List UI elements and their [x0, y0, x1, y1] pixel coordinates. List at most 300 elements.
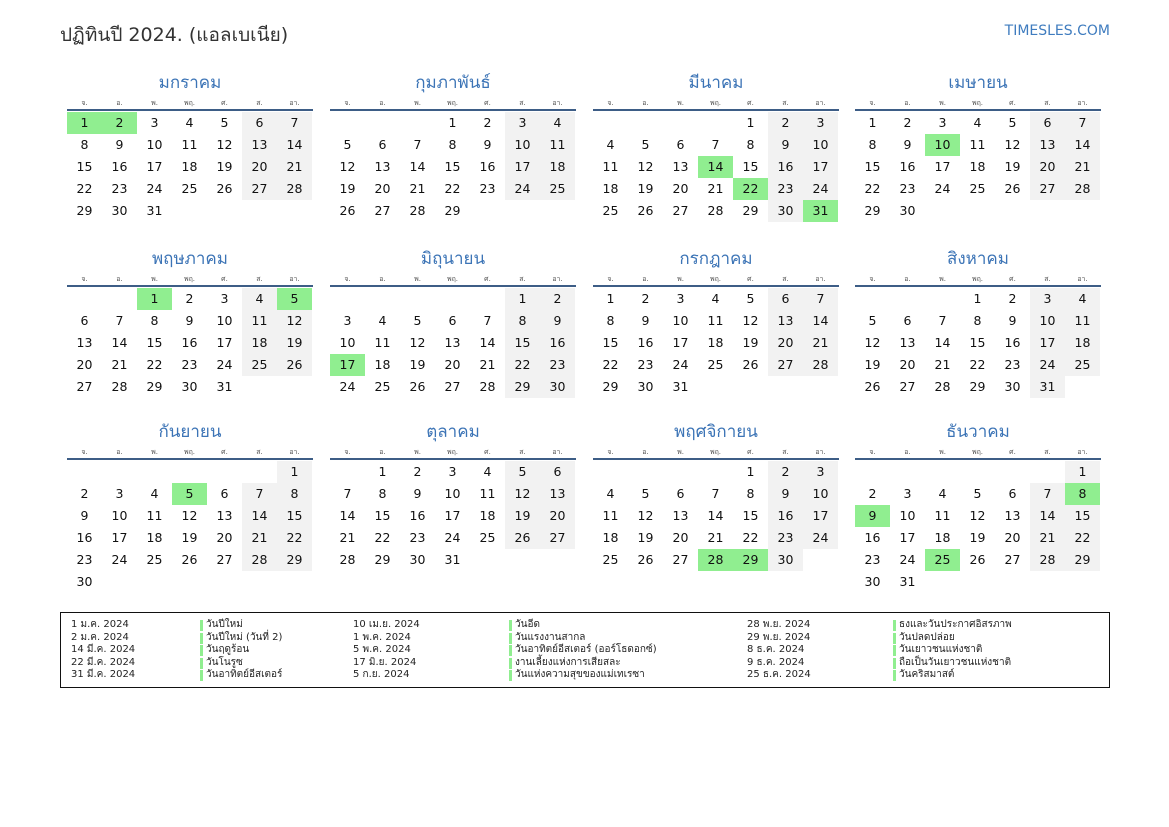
holiday-name: วันปีใหม่	[200, 619, 243, 632]
weekend-day-cell: 6	[768, 288, 803, 310]
day-grid	[330, 461, 576, 571]
weekend-day-cell: 11	[242, 310, 277, 332]
weekend-day-cell: 15	[1065, 505, 1100, 527]
day-cell: 26	[1004, 181, 1021, 196]
day-cell: 26	[969, 552, 986, 567]
month-block	[330, 248, 576, 398]
weekday-label: อา.	[815, 275, 826, 283]
day-cell: 30	[637, 379, 654, 394]
weekend-day-cell: 20	[768, 332, 803, 354]
weekday-label: ศ.	[484, 99, 491, 107]
day-cell: 19	[637, 181, 654, 196]
day-grid	[593, 461, 839, 571]
weekday-label: พ.	[677, 99, 684, 107]
weekday-label: พฤ.	[446, 99, 459, 107]
day-cell: 15	[444, 159, 461, 174]
weekend-day-cell: 13	[768, 310, 803, 332]
weekday-label: พ.	[414, 99, 421, 107]
weekend-day-cell: 17	[1030, 332, 1065, 354]
day-cell: 13	[672, 159, 689, 174]
day-cell: 21	[707, 181, 724, 196]
weekday-label: จ.	[344, 275, 351, 283]
weekday-label: ส.	[1044, 275, 1051, 283]
day-cell: 4	[483, 464, 492, 479]
weekend-day-cell: 18	[242, 332, 277, 354]
day-cell: 16	[637, 335, 654, 350]
holiday-date: 9 ธ.ค. 2024	[747, 656, 805, 668]
weekday-label: ส.	[519, 275, 526, 283]
month-name: ธันวาคม	[946, 422, 1010, 442]
day-cell: 19	[181, 530, 198, 545]
weekend-day-cell: 1	[505, 288, 540, 310]
day-cell: 29	[742, 203, 759, 218]
holiday-day-cell: 22	[733, 178, 768, 200]
day-cell: 19	[1004, 159, 1021, 174]
empty-cell	[628, 461, 663, 483]
weekend-day-cell: 3	[1030, 288, 1065, 310]
day-cell: 3	[903, 486, 912, 501]
day-cell: 6	[378, 137, 387, 152]
day-cell: 21	[934, 357, 951, 372]
weekend-day-cell: 21	[242, 527, 277, 549]
weekday-label: ส.	[519, 99, 526, 107]
weekend-day-cell: 7	[803, 288, 838, 310]
weekday-label: อ.	[642, 448, 649, 456]
weekday-label: ศ.	[747, 448, 754, 456]
day-cell: 26	[339, 203, 356, 218]
weekday-header	[330, 271, 576, 287]
weekday-label: จ.	[81, 275, 88, 283]
holiday-day-cell: 17	[330, 354, 365, 376]
day-grid	[855, 461, 1101, 593]
day-cell: 18	[479, 508, 496, 523]
day-cell: 17	[216, 335, 233, 350]
holiday-date: 2 ม.ค. 2024	[71, 631, 129, 643]
day-cell: 2	[903, 115, 912, 130]
empty-cell	[435, 288, 470, 310]
weekend-day-cell: 10	[1030, 310, 1065, 332]
holiday-day-cell: 1	[137, 288, 172, 310]
day-cell: 27	[672, 552, 689, 567]
site-link[interactable]: TIMESLES.COM	[1004, 23, 1110, 39]
day-cell: 4	[606, 137, 615, 152]
day-cell: 9	[903, 137, 912, 152]
day-cell: 11	[479, 486, 496, 501]
holiday-date: 28 พ.ย. 2024	[747, 619, 811, 630]
day-cell: 22	[864, 181, 881, 196]
day-cell: 29	[969, 379, 986, 394]
day-cell: 27	[444, 379, 461, 394]
weekend-day-cell: 28	[1030, 549, 1065, 571]
weekday-label: ศ.	[1009, 275, 1016, 283]
day-cell: 15	[374, 508, 391, 523]
weekday-label: พฤ.	[446, 448, 459, 456]
day-cell: 2	[1008, 291, 1017, 306]
weekend-day-cell: 15	[277, 505, 312, 527]
day-cell: 24	[216, 357, 233, 372]
day-cell: 6	[1008, 486, 1017, 501]
day-cell: 11	[181, 137, 198, 152]
day-cell: 24	[146, 181, 163, 196]
day-cell: 6	[676, 486, 685, 501]
day-cell: 14	[934, 335, 951, 350]
day-cell: 1	[606, 291, 615, 306]
weekday-label: พ.	[677, 275, 684, 283]
month-block	[67, 72, 313, 222]
day-cell: 20	[76, 357, 93, 372]
day-cell: 21	[339, 530, 356, 545]
empty-cell	[400, 112, 435, 134]
day-cell: 3	[676, 291, 685, 306]
weekend-day-cell: 26	[277, 354, 312, 376]
day-cell: 26	[637, 552, 654, 567]
empty-cell	[67, 288, 102, 310]
day-cell: 9	[413, 486, 422, 501]
weekday-label: พฤ.	[971, 99, 984, 107]
weekend-day-cell: 14	[277, 134, 312, 156]
day-grid	[330, 112, 576, 222]
day-cell: 3	[115, 486, 124, 501]
empty-cell	[470, 288, 505, 310]
holiday-date: 10 เม.ย. 2024	[353, 619, 420, 630]
holiday-name: วันอาทิตย์อีสเตอร์	[200, 669, 282, 682]
weekend-day-cell: 8	[277, 483, 312, 505]
day-cell: 18	[969, 159, 986, 174]
month-name: มกราคม	[158, 73, 222, 93]
months-container	[67, 72, 1102, 612]
day-cell: 18	[146, 530, 163, 545]
day-cell: 5	[413, 313, 422, 328]
weekday-label: พฤ.	[971, 275, 984, 283]
day-cell: 19	[409, 357, 426, 372]
weekend-day-cell: 13	[540, 483, 575, 505]
day-cell: 19	[339, 181, 356, 196]
holiday-day-cell: 25	[925, 549, 960, 571]
empty-cell	[365, 288, 400, 310]
day-cell: 18	[602, 181, 619, 196]
weekend-day-cell: 11	[1065, 310, 1100, 332]
holiday-name: วันแห่งความสุขของแม่เทเรซา	[509, 669, 645, 682]
weekend-day-cell: 28	[1065, 178, 1100, 200]
empty-cell	[925, 288, 960, 310]
day-cell: 25	[181, 181, 198, 196]
weekday-label: จ.	[607, 99, 614, 107]
holiday-legend	[60, 612, 1110, 688]
day-cell: 9	[80, 508, 89, 523]
day-cell: 14	[479, 335, 496, 350]
weekend-day-cell: 23	[768, 527, 803, 549]
weekday-header	[593, 271, 839, 287]
weekend-day-cell: 13	[242, 134, 277, 156]
day-cell: 5	[1008, 115, 1017, 130]
weekend-day-cell: 17	[803, 505, 838, 527]
weekday-label: อา.	[815, 448, 826, 456]
day-cell: 25	[479, 530, 496, 545]
empty-cell	[400, 288, 435, 310]
weekend-day-cell: 16	[768, 156, 803, 178]
day-cell: 4	[185, 115, 194, 130]
day-cell: 23	[637, 357, 654, 372]
day-cell: 30	[1004, 379, 1021, 394]
weekday-label: พฤ.	[183, 99, 196, 107]
month-name: สิงหาคม	[946, 249, 1009, 269]
holiday-name: วันปลดปล่อย	[893, 632, 955, 645]
day-cell: 5	[343, 137, 352, 152]
weekday-label: ส.	[1044, 99, 1051, 107]
day-cell: 5	[973, 486, 982, 501]
day-cell: 10	[444, 486, 461, 501]
day-cell: 2	[483, 115, 492, 130]
day-cell: 17	[672, 335, 689, 350]
month-name: มีนาคม	[688, 73, 744, 93]
weekend-day-cell: 2	[768, 461, 803, 483]
weekday-label: อา.	[552, 99, 563, 107]
day-grid	[67, 112, 313, 222]
day-cell: 13	[374, 159, 391, 174]
day-cell: 20	[1004, 530, 1021, 545]
weekend-day-cell: 3	[505, 112, 540, 134]
weekday-label: พฤ.	[709, 275, 722, 283]
day-cell: 28	[934, 379, 951, 394]
day-cell: 18	[374, 357, 391, 372]
weekday-label: พ.	[151, 99, 158, 107]
weekend-day-cell: 25	[1065, 354, 1100, 376]
day-cell: 7	[711, 137, 720, 152]
day-cell: 30	[864, 574, 881, 589]
weekend-day-cell: 17	[505, 156, 540, 178]
day-cell: 7	[483, 313, 492, 328]
empty-cell	[172, 461, 207, 483]
weekend-day-cell: 13	[1030, 134, 1065, 156]
day-cell: 5	[641, 137, 650, 152]
day-cell: 18	[602, 530, 619, 545]
holiday-date: 1 พ.ค. 2024	[353, 631, 411, 643]
holiday-name: วันโนรูซ	[200, 657, 243, 670]
day-cell: 19	[742, 335, 759, 350]
day-cell: 8	[746, 486, 755, 501]
weekday-label: พ.	[414, 275, 421, 283]
holiday-date: 22 มี.ค. 2024	[71, 656, 136, 668]
weekend-day-cell: 22	[1065, 527, 1100, 549]
weekend-day-cell: 30	[768, 549, 803, 571]
day-cell: 23	[864, 552, 881, 567]
weekend-day-cell: 14	[1030, 505, 1065, 527]
day-cell: 14	[111, 335, 128, 350]
weekend-day-cell: 14	[242, 505, 277, 527]
weekend-day-cell: 24	[505, 178, 540, 200]
day-cell: 2	[868, 486, 877, 501]
weekend-day-cell: 19	[505, 505, 540, 527]
day-cell: 16	[76, 530, 93, 545]
holiday-name: วันอีด	[509, 619, 540, 632]
weekend-day-cell: 27	[1030, 178, 1065, 200]
day-cell: 11	[374, 335, 391, 350]
weekday-label: ศ.	[747, 275, 754, 283]
day-cell: 27	[374, 203, 391, 218]
day-cell: 21	[409, 181, 426, 196]
day-cell: 29	[76, 203, 93, 218]
day-cell: 23	[479, 181, 496, 196]
weekend-day-cell: 6	[540, 461, 575, 483]
weekday-label: พฤ.	[446, 275, 459, 283]
holiday-day-cell: 29	[733, 549, 768, 571]
day-cell: 26	[637, 203, 654, 218]
day-cell: 31	[216, 379, 233, 394]
month-block	[593, 248, 839, 398]
day-cell: 21	[707, 530, 724, 545]
day-cell: 20	[374, 181, 391, 196]
day-cell: 16	[181, 335, 198, 350]
day-cell: 28	[479, 379, 496, 394]
day-cell: 22	[146, 357, 163, 372]
day-cell: 22	[969, 357, 986, 372]
empty-cell	[593, 461, 628, 483]
day-cell: 24	[111, 552, 128, 567]
day-cell: 16	[111, 159, 128, 174]
day-cell: 10	[146, 137, 163, 152]
weekday-label: อา.	[552, 275, 563, 283]
weekend-day-cell: 6	[1030, 112, 1065, 134]
empty-cell	[1030, 461, 1065, 483]
weekend-day-cell: 1	[1065, 461, 1100, 483]
day-cell: 1	[746, 115, 755, 130]
weekday-label: พฤ.	[709, 99, 722, 107]
weekend-day-cell: 23	[768, 178, 803, 200]
weekend-day-cell: 4	[1065, 288, 1100, 310]
weekday-label: พฤ.	[183, 448, 196, 456]
holiday-day-cell: 5	[277, 288, 312, 310]
day-cell: 27	[672, 203, 689, 218]
day-cell: 9	[185, 313, 194, 328]
day-cell: 31	[672, 379, 689, 394]
weekend-day-cell: 9	[768, 483, 803, 505]
day-cell: 16	[864, 530, 881, 545]
weekday-label: พ.	[939, 448, 946, 456]
day-cell: 8	[746, 137, 755, 152]
day-cell: 22	[602, 357, 619, 372]
day-cell: 22	[742, 530, 759, 545]
day-cell: 9	[641, 313, 650, 328]
weekend-day-cell: 28	[803, 354, 838, 376]
month-name: มิถุนายน	[420, 249, 486, 269]
empty-cell	[102, 288, 137, 310]
holiday-name: ธงและวันประกาศอิสรภาพ	[893, 619, 1012, 632]
day-cell: 13	[1004, 508, 1021, 523]
day-cell: 15	[602, 335, 619, 350]
weekday-label: อ.	[642, 275, 649, 283]
weekday-label: พ.	[151, 448, 158, 456]
weekday-header	[330, 444, 576, 460]
month-block	[67, 421, 313, 593]
holiday-name: วันอาทิตย์อีสเตอร์ (ออร์โธดอกซ์)	[509, 644, 657, 657]
day-cell: 15	[969, 335, 986, 350]
empty-cell	[242, 461, 277, 483]
weekday-label: พ.	[414, 448, 421, 456]
day-cell: 12	[181, 508, 198, 523]
weekend-day-cell: 29	[505, 376, 540, 398]
day-cell: 15	[742, 508, 759, 523]
day-cell: 30	[409, 552, 426, 567]
day-grid	[330, 288, 576, 398]
day-cell: 20	[444, 357, 461, 372]
weekday-label: อ.	[904, 275, 911, 283]
month-block	[330, 421, 576, 571]
day-cell: 24	[672, 357, 689, 372]
weekday-label: พ.	[151, 275, 158, 283]
weekend-day-cell: 30	[540, 376, 575, 398]
day-cell: 11	[602, 159, 619, 174]
weekday-label: พฤ.	[709, 448, 722, 456]
day-cell: 13	[444, 335, 461, 350]
day-cell: 30	[181, 379, 198, 394]
weekend-day-cell: 18	[1065, 332, 1100, 354]
weekday-header	[855, 444, 1101, 460]
holiday-date: 31 มี.ค. 2024	[71, 669, 136, 680]
empty-cell	[67, 461, 102, 483]
weekday-label: อา.	[1077, 448, 1088, 456]
day-cell: 21	[479, 357, 496, 372]
month-block	[855, 72, 1101, 222]
empty-cell	[207, 461, 242, 483]
day-cell: 10	[672, 313, 689, 328]
day-cell: 11	[934, 508, 951, 523]
holiday-name: วันปีใหม่ (วันที่ 2)	[200, 632, 282, 645]
day-cell: 8	[868, 137, 877, 152]
day-cell: 12	[969, 508, 986, 523]
day-cell: 12	[216, 137, 233, 152]
weekday-label: ศ.	[221, 275, 228, 283]
day-cell: 12	[409, 335, 426, 350]
day-cell: 29	[146, 379, 163, 394]
day-cell: 4	[973, 115, 982, 130]
day-cell: 17	[899, 530, 916, 545]
month-name: เมษายน	[948, 73, 1008, 93]
day-cell: 6	[80, 313, 89, 328]
weekday-label: ส.	[256, 275, 263, 283]
weekend-day-cell: 28	[277, 178, 312, 200]
weekend-day-cell: 8	[505, 310, 540, 332]
holiday-day-cell: 10	[925, 134, 960, 156]
day-cell: 6	[220, 486, 229, 501]
weekday-label: ศ.	[484, 275, 491, 283]
weekend-day-cell: 17	[803, 156, 838, 178]
weekend-day-cell: 7	[1030, 483, 1065, 505]
day-cell: 29	[374, 552, 391, 567]
day-cell: 1	[746, 464, 755, 479]
weekday-header	[855, 271, 1101, 287]
empty-cell	[995, 461, 1030, 483]
weekend-day-cell: 21	[1065, 156, 1100, 178]
month-name: กรกฎาคม	[679, 249, 753, 269]
day-cell: 26	[181, 552, 198, 567]
weekend-day-cell: 14	[1065, 134, 1100, 156]
day-cell: 2	[80, 486, 89, 501]
weekday-label: จ.	[344, 448, 351, 456]
day-cell: 7	[938, 313, 947, 328]
day-cell: 7	[413, 137, 422, 152]
day-cell: 27	[216, 552, 233, 567]
weekday-label: จ.	[81, 448, 88, 456]
weekend-day-cell: 18	[540, 156, 575, 178]
day-cell: 16	[479, 159, 496, 174]
weekday-label: พ.	[677, 448, 684, 456]
day-cell: 31	[444, 552, 461, 567]
day-cell: 14	[409, 159, 426, 174]
empty-cell	[698, 112, 733, 134]
weekend-day-cell: 7	[277, 112, 312, 134]
day-cell: 26	[742, 357, 759, 372]
day-cell: 12	[1004, 137, 1021, 152]
